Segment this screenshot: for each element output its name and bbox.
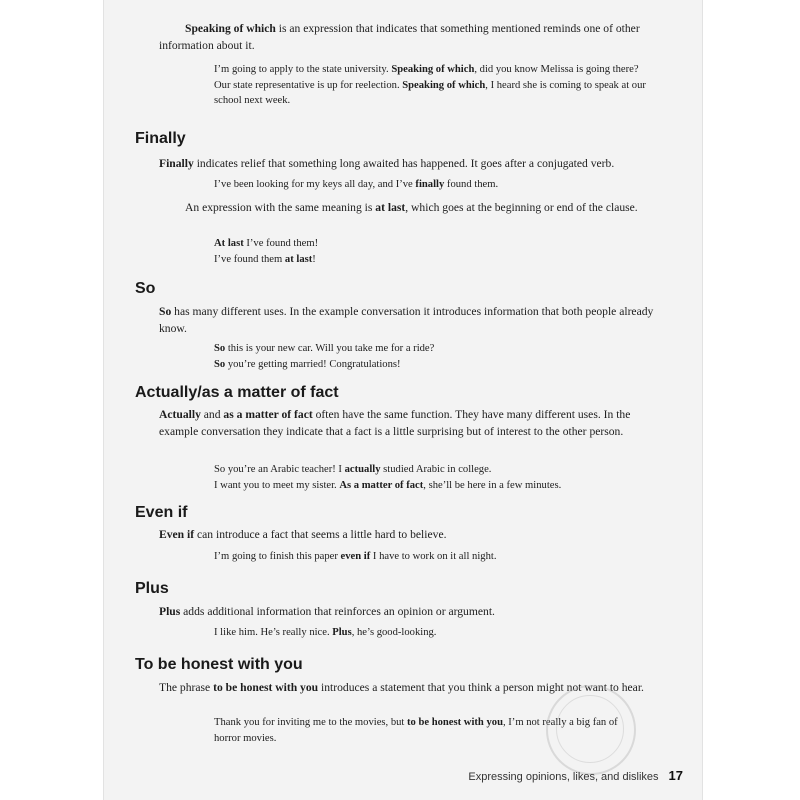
example-text: studied Arabic in college. xyxy=(380,464,492,475)
so-paragraph xyxy=(159,303,659,337)
example-block xyxy=(214,177,654,193)
finally-paragraph xyxy=(159,155,659,172)
example-sentence xyxy=(214,78,654,109)
example-text: Thank you for inviting me to the movies, but xyxy=(214,717,408,728)
paragraph-text: introduces a statement that you think a person might not want to hear. xyxy=(318,681,644,694)
term-bold: as a matter of fact xyxy=(223,408,313,421)
book-page xyxy=(104,0,702,800)
paragraph-text: often have the same function. They have many different uses. In the example conversation they indicate that a fact is a little surprising but of interest to the other person. xyxy=(159,408,631,438)
stamp-watermark xyxy=(546,685,636,775)
term-bold: finally xyxy=(415,179,445,190)
term-bold: Plus xyxy=(159,605,181,618)
section-heading-so: So xyxy=(135,280,156,297)
term-bold: So xyxy=(159,305,172,318)
example-text: I have to work on it all night. xyxy=(370,551,497,562)
example-text: , I’m not really a big fan of horror movies. xyxy=(214,717,618,744)
paragraph-text: is an expression that indicates that something mentioned reminds one of other information about it. xyxy=(159,22,640,52)
example-text: , did you know Melissa is going there? xyxy=(474,64,639,75)
example-text: this is your new car. Will you take me for a ride? xyxy=(225,343,435,354)
term-bold: Plus xyxy=(332,627,352,638)
term-bold: So xyxy=(214,358,226,370)
term-bold: At last xyxy=(214,238,244,249)
paragraph-text: adds additional information that reinforces an opinion or argument. xyxy=(180,605,495,618)
example-text: I’ve been looking for my keys all day, and I’ve xyxy=(214,179,416,190)
term-bold: even if xyxy=(340,551,371,562)
page-footer xyxy=(468,768,683,783)
example-sentence xyxy=(214,549,654,565)
term-bold: Speaking of which xyxy=(185,22,276,35)
example-block xyxy=(214,341,654,372)
term-bold: Actually xyxy=(159,408,201,421)
example-text: So you’re an Arabic teacher! I xyxy=(214,464,345,475)
paragraph-text: An expression with the same meaning is xyxy=(185,201,376,214)
example-text: , she’ll be here in a few minutes. xyxy=(423,479,562,491)
term-bold: Finally xyxy=(159,157,194,170)
example-sentence xyxy=(214,62,654,78)
example-text: I’ve found them! xyxy=(243,238,319,249)
example-sentence xyxy=(214,625,654,641)
even-if-paragraph xyxy=(159,526,659,543)
example-sentence xyxy=(214,341,654,357)
paragraph-text: can introduce a fact that seems a little hard to believe. xyxy=(194,528,447,541)
term-bold: Speaking of which xyxy=(402,79,486,91)
example-text: ! xyxy=(312,253,316,265)
example-block xyxy=(214,62,654,109)
example-text: Our state representative is up for reelection. xyxy=(214,79,403,91)
running-footer-title: Expressing opinions, likes, and dislikes xyxy=(468,771,659,783)
term-bold: at last xyxy=(375,201,406,214)
example-block xyxy=(214,462,654,493)
example-text: , he’s good-looking. xyxy=(351,627,437,638)
example-text: , I heard she is coming to speak at our school next week. xyxy=(214,79,646,106)
paragraph-text: The phrase xyxy=(159,681,214,694)
paragraph-text: , which goes at the beginning or end of the clause. xyxy=(405,201,638,214)
example-sentence xyxy=(214,357,654,373)
page-number: 17 xyxy=(668,768,683,783)
actually-paragraph xyxy=(159,406,659,440)
at-last-paragraph xyxy=(159,199,659,216)
term-bold: Speaking of which xyxy=(391,64,475,75)
plus-paragraph xyxy=(159,603,659,620)
example-text: I’m going to apply to the state university. xyxy=(214,64,392,75)
stamp-watermark-ring xyxy=(556,695,624,763)
paragraph-text: indicates relief that something long awaited has happened. It goes after a conjugated verb. xyxy=(193,157,615,170)
section-heading-plus: Plus xyxy=(135,580,169,597)
term-bold: Even if xyxy=(159,528,195,541)
section-heading-even-if: Even if xyxy=(135,504,188,521)
section-heading-to-be-honest: To be honest with you xyxy=(135,656,303,673)
term-bold: at last xyxy=(284,253,313,265)
example-block xyxy=(214,549,654,565)
example-text: I like him. He’s really nice. xyxy=(214,627,333,638)
speaking-of-which-paragraph xyxy=(159,20,659,54)
example-sentence xyxy=(214,236,654,252)
example-text: I’m going to finish this paper xyxy=(214,551,341,562)
section-heading-finally: Finally xyxy=(135,130,186,147)
paragraph-text: has many different uses. In the example conversation it introduces information that both people already know. xyxy=(159,305,654,335)
term-bold: As a matter of fact xyxy=(339,479,424,491)
example-block xyxy=(214,625,654,641)
example-sentence xyxy=(214,177,654,193)
term-bold: to be honest with you xyxy=(407,717,503,728)
term-bold: So xyxy=(214,343,226,354)
example-sentence xyxy=(214,478,654,494)
example-sentence xyxy=(214,252,654,268)
term-bold: to be honest with you xyxy=(213,681,319,694)
example-text: you’re getting married! Congratulations! xyxy=(225,358,401,370)
example-block xyxy=(214,236,654,267)
example-text: found them. xyxy=(444,179,499,190)
term-bold: actually xyxy=(344,464,381,475)
section-heading-actually: Actually/as a matter of fact xyxy=(135,384,339,401)
paragraph-text: and xyxy=(200,408,224,421)
example-text: I want you to meet my sister. xyxy=(214,479,340,491)
example-sentence xyxy=(214,462,654,478)
example-text: I’ve found them xyxy=(214,253,285,265)
